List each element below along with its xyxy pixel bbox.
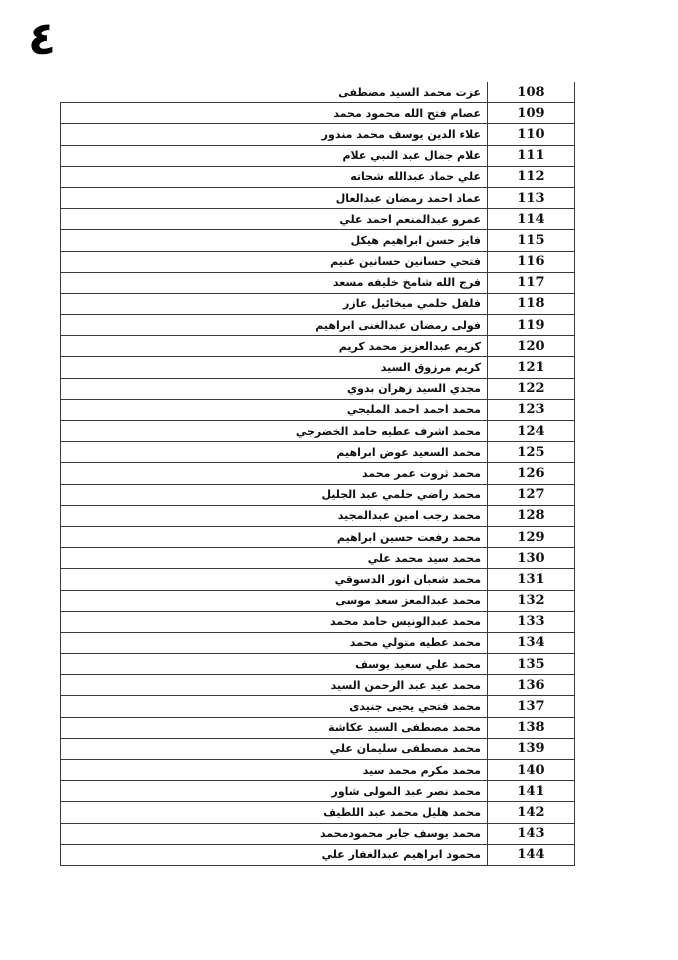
- row-name: محمود ابراهيم عبدالغفار علي: [61, 844, 488, 865]
- row-number: 127: [488, 484, 575, 505]
- row-name: مجدي السيد زهران بدوي: [61, 378, 488, 399]
- row-name: محمد شعبان انور الدسوقي: [61, 569, 488, 590]
- table-row: [61, 717, 575, 738]
- row-name: محمد احمد احمد المليجي: [61, 399, 488, 420]
- row-number: 124: [488, 421, 575, 442]
- row-number: 112: [488, 166, 575, 187]
- table-row: [61, 526, 575, 547]
- row-number: 115: [488, 230, 575, 251]
- row-number: 122: [488, 378, 575, 399]
- table-row: [61, 336, 575, 357]
- table-row: [61, 251, 575, 272]
- row-number: 136: [488, 675, 575, 696]
- row-name: محمد فتحي يحيى جنيدى: [61, 696, 488, 717]
- row-number: 141: [488, 781, 575, 802]
- row-number: 120: [488, 336, 575, 357]
- table-row: [61, 802, 575, 823]
- row-name: محمد عيد عبد الرحمن السيد: [61, 675, 488, 696]
- row-name: محمد عطيه متولي محمد: [61, 632, 488, 653]
- row-number: 135: [488, 654, 575, 675]
- row-name: محمد مصطفى سليمان علي: [61, 738, 488, 759]
- row-number: 113: [488, 187, 575, 208]
- names-table: [60, 82, 575, 866]
- row-number: 116: [488, 251, 575, 272]
- row-number: 108: [488, 82, 575, 103]
- row-name: محمد سيد محمد علي: [61, 548, 488, 569]
- table-row: [61, 315, 575, 336]
- row-number: 114: [488, 209, 575, 230]
- table-row: [61, 230, 575, 251]
- row-number: 138: [488, 717, 575, 738]
- row-name: محمد هليل محمد عبد اللطيف: [61, 802, 488, 823]
- table-row: [61, 442, 575, 463]
- row-number: 119: [488, 315, 575, 336]
- row-name: علام جمال عبد النبي علام: [61, 145, 488, 166]
- row-name: محمد راضي حلمي عبد الجليل: [61, 484, 488, 505]
- row-name: محمد عبدالمعز سعد موسى: [61, 590, 488, 611]
- row-number: 142: [488, 802, 575, 823]
- row-number: 137: [488, 696, 575, 717]
- row-name: محمد نصر عبد المولى شاور: [61, 781, 488, 802]
- row-number: 128: [488, 505, 575, 526]
- table-row: [61, 421, 575, 442]
- row-number: 140: [488, 760, 575, 781]
- row-name: عزت محمد السيد مصطفى: [61, 82, 488, 103]
- table-row: [61, 844, 575, 865]
- row-name: عمرو عبدالمنعم احمد علي: [61, 209, 488, 230]
- table-row: [61, 103, 575, 124]
- row-number: 130: [488, 548, 575, 569]
- row-number: 129: [488, 526, 575, 547]
- table-row: [61, 293, 575, 314]
- row-number: 132: [488, 590, 575, 611]
- row-name: فايز حسن ابراهيم هيكل: [61, 230, 488, 251]
- row-name: محمد يوسف جابر محمودمحمد: [61, 823, 488, 844]
- row-name: محمد رفعت حسين ابراهيم: [61, 526, 488, 547]
- table-row: [61, 611, 575, 632]
- table-row: [61, 569, 575, 590]
- row-number: 126: [488, 463, 575, 484]
- row-name: محمد ثروت عمر محمد: [61, 463, 488, 484]
- row-number: 121: [488, 357, 575, 378]
- table-row: [61, 209, 575, 230]
- row-name: محمد مكرم محمد سيد: [61, 760, 488, 781]
- row-name: عماد احمد رمضان عبدالعال: [61, 187, 488, 208]
- table-row: [61, 484, 575, 505]
- page-number: ٤: [28, 11, 57, 65]
- row-name: محمد عبدالونيس حامد محمد: [61, 611, 488, 632]
- table-row: [61, 675, 575, 696]
- row-number: 134: [488, 632, 575, 653]
- table-row: [61, 823, 575, 844]
- row-name: كريم عبدالعزيز محمد كريم: [61, 336, 488, 357]
- row-number: 144: [488, 844, 575, 865]
- row-name: محمد اشرف عطيه حامد الخضرجي: [61, 421, 488, 442]
- table-row: [61, 82, 575, 103]
- row-number: 125: [488, 442, 575, 463]
- table-row: [61, 357, 575, 378]
- table-row: [61, 378, 575, 399]
- table-row: [61, 463, 575, 484]
- row-name: علي حماد عبدالله شحاته: [61, 166, 488, 187]
- names-table-body: [61, 82, 575, 865]
- row-number: 111: [488, 145, 575, 166]
- row-number: 123: [488, 399, 575, 420]
- row-number: 110: [488, 124, 575, 145]
- table-row: [61, 590, 575, 611]
- row-name: فلفل حلمي ميخائيل عازر: [61, 293, 488, 314]
- table-row: [61, 272, 575, 293]
- table-row: [61, 166, 575, 187]
- row-name: محمد مصطفى السيد عكاشة: [61, 717, 488, 738]
- row-name: محمد السعيد عوض ابراهيم: [61, 442, 488, 463]
- row-number: 118: [488, 293, 575, 314]
- row-name: كريم مرزوق السيد: [61, 357, 488, 378]
- row-number: 133: [488, 611, 575, 632]
- table-row: [61, 187, 575, 208]
- table-row: [61, 760, 575, 781]
- row-name: فتحي حسانين حسانين غنيم: [61, 251, 488, 272]
- row-number: 143: [488, 823, 575, 844]
- table-row: [61, 145, 575, 166]
- row-name: عصام فتح الله محمود محمد: [61, 103, 488, 124]
- table-row: [61, 696, 575, 717]
- row-name: محمد علي سعيد يوسف: [61, 654, 488, 675]
- table-row: [61, 632, 575, 653]
- table-row: [61, 548, 575, 569]
- table-row: [61, 399, 575, 420]
- table-row: [61, 654, 575, 675]
- table-row: [61, 124, 575, 145]
- row-name: فولى رمضان عبدالغنى ابراهيم: [61, 315, 488, 336]
- table-row: [61, 738, 575, 759]
- row-name: علاء الدين يوسف محمد مندور: [61, 124, 488, 145]
- row-name: فرج الله شامخ خليفه مسعد: [61, 272, 488, 293]
- row-name: محمد رجب امين عبدالمجيد: [61, 505, 488, 526]
- table-row: [61, 505, 575, 526]
- row-number: 109: [488, 103, 575, 124]
- table-row: [61, 781, 575, 802]
- row-number: 131: [488, 569, 575, 590]
- row-number: 117: [488, 272, 575, 293]
- row-number: 139: [488, 738, 575, 759]
